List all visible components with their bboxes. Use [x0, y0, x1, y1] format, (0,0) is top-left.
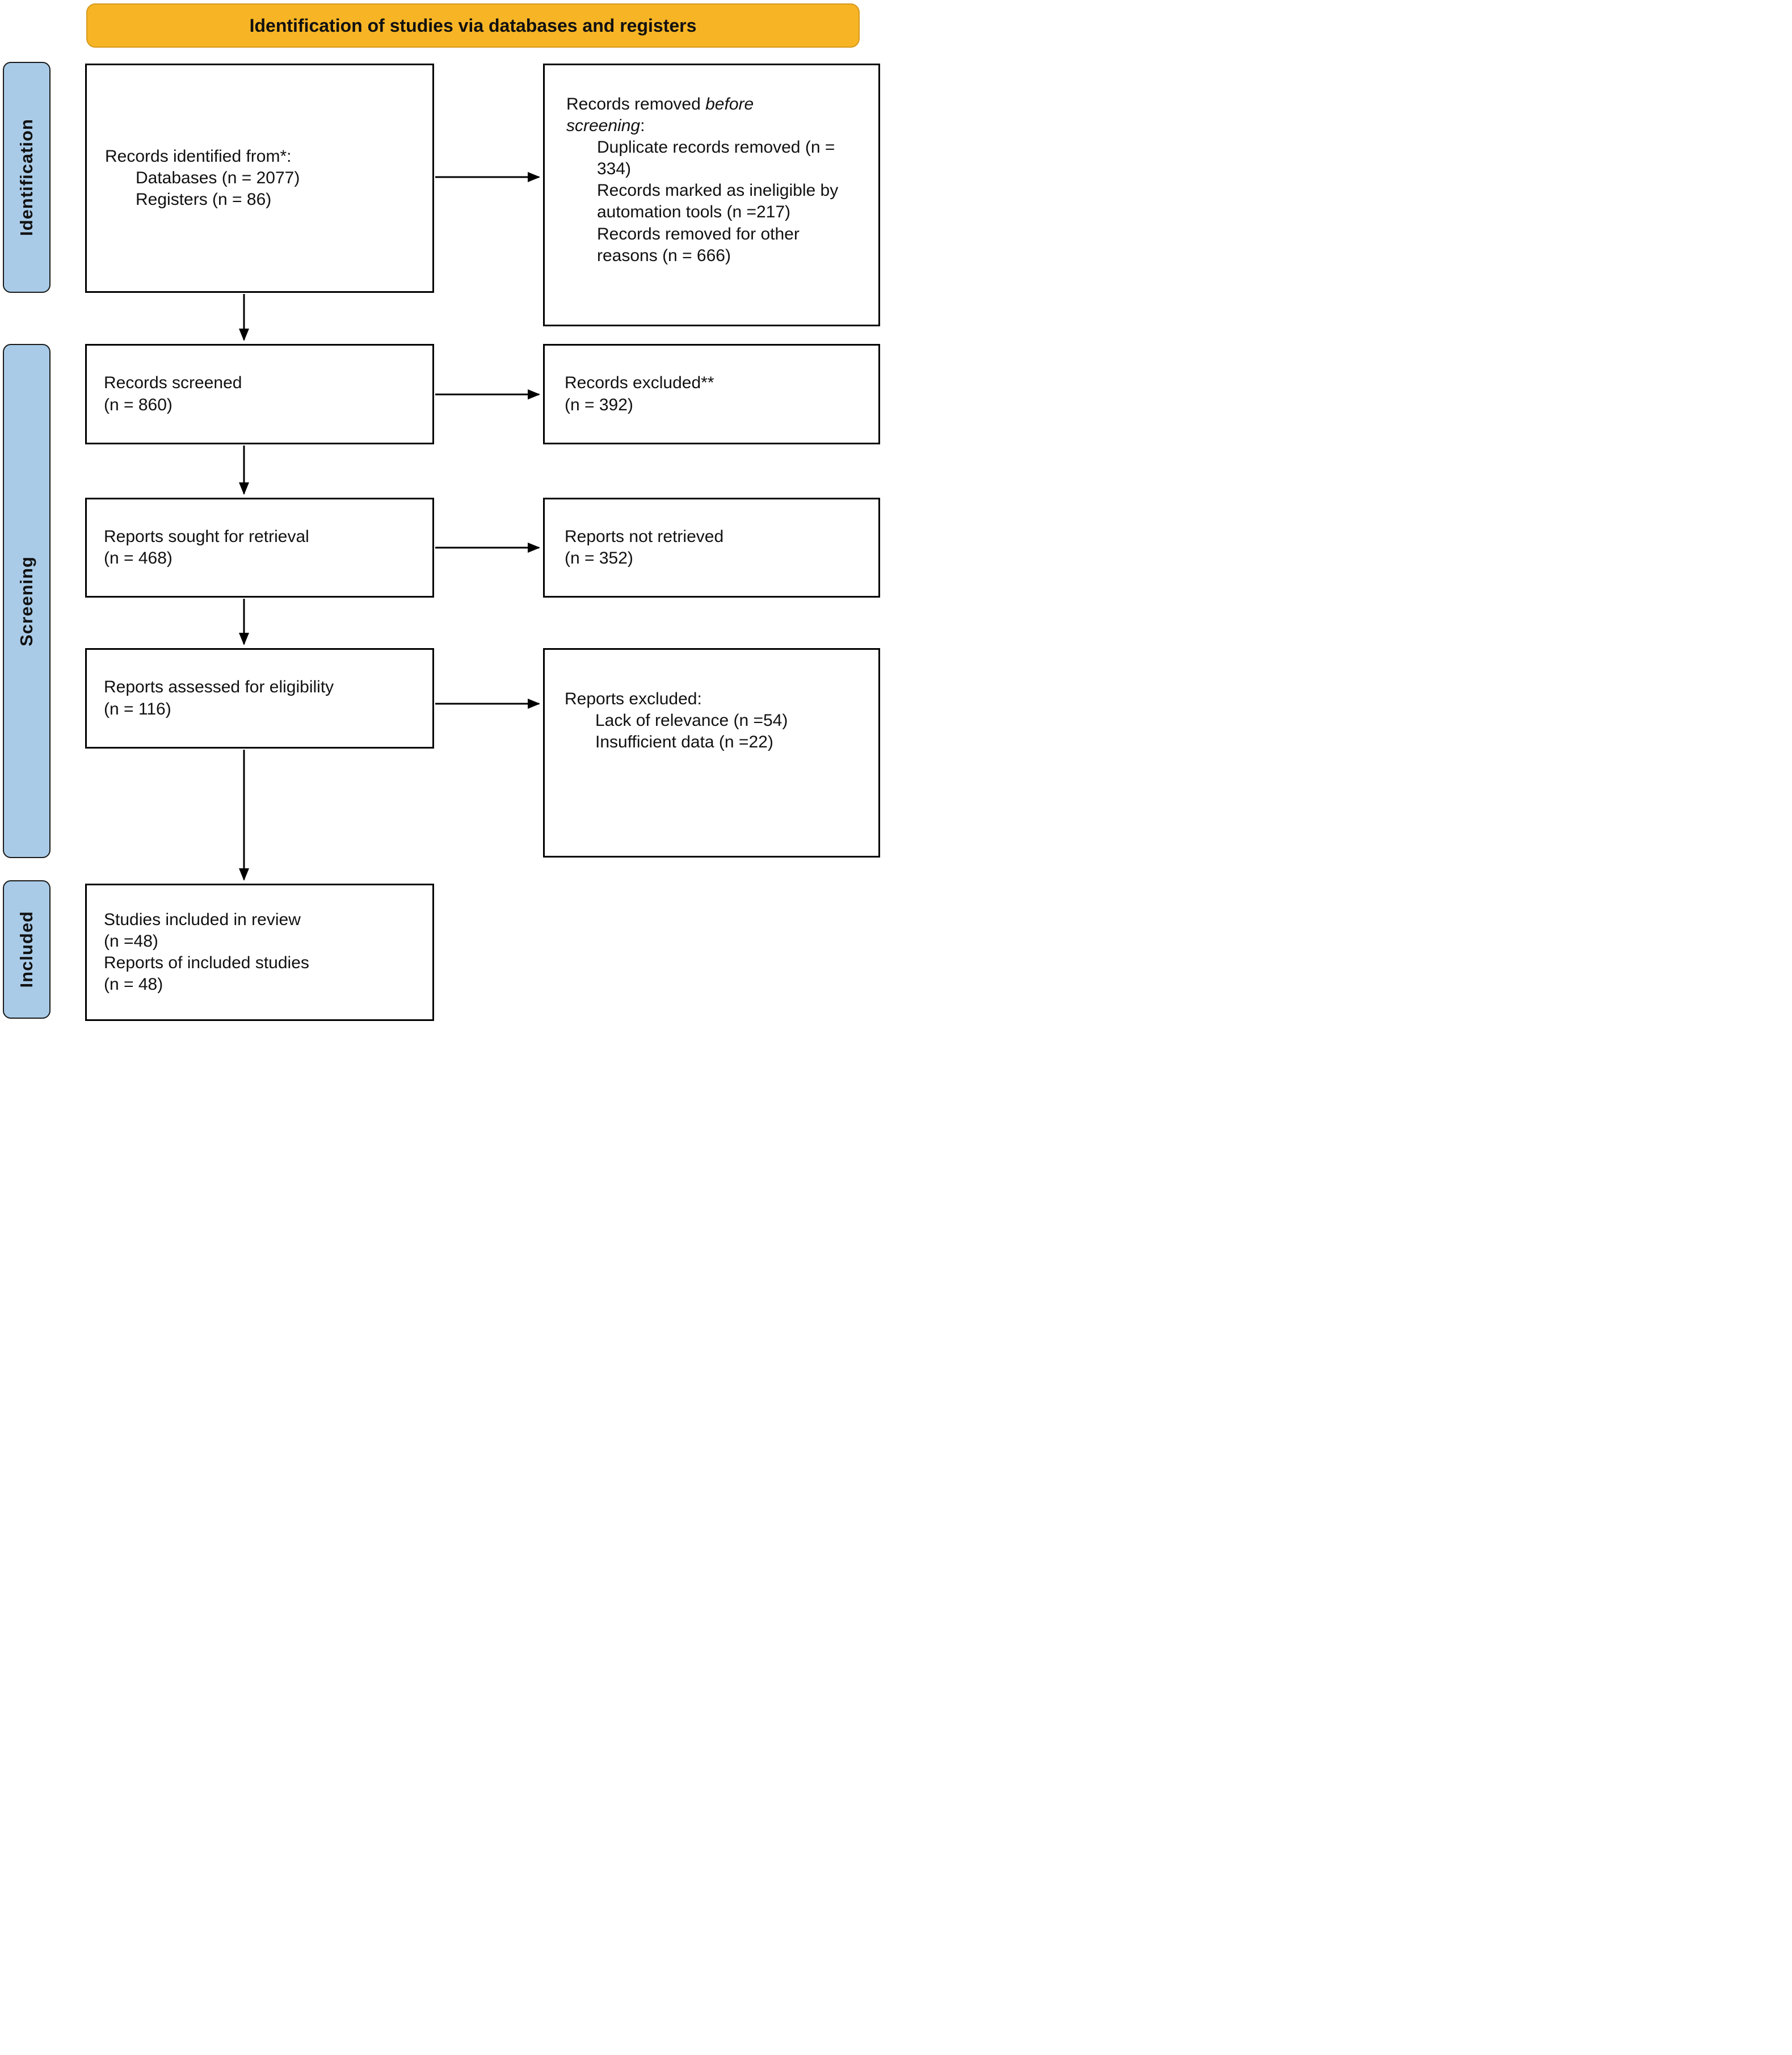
studies-included-box	[85, 884, 434, 1021]
records-removed-box	[543, 64, 880, 326]
records-screened-box	[85, 344, 434, 444]
records-identified-line2: Databases (n = 2077)	[136, 168, 300, 187]
records-removed-intro-normal: Records removed	[566, 95, 706, 114]
reports-assessed-line1: Reports assessed for eligibility	[104, 678, 334, 697]
stage-label-identification	[3, 62, 51, 293]
records-identified-box	[85, 64, 434, 293]
stage-label-included	[3, 880, 51, 1019]
reports-not-retrieved-line2: (n = 352)	[565, 549, 633, 568]
diagram-title-banner	[86, 3, 860, 48]
reports-assessed-line2: (n = 116)	[104, 699, 171, 718]
stage-label-included-text: Included	[16, 911, 36, 988]
reports-not-retrieved-line1: Reports not retrieved	[565, 527, 724, 546]
records-screened-line1: Records screened	[104, 373, 242, 393]
studies-included-line2: (n =48)	[104, 931, 158, 951]
records-removed-item-duplicates: Duplicate records removed (n = 334)	[597, 138, 835, 179]
reports-excluded-item-data: Insufficient data (n =22)	[595, 733, 773, 752]
reports-excluded-box	[543, 648, 880, 858]
studies-included-line4: (n = 48)	[104, 975, 163, 994]
records-excluded-box	[543, 344, 880, 444]
records-excluded-line1: Records excluded**	[565, 373, 714, 393]
records-removed-intro-suffix: :	[640, 116, 645, 136]
reports-excluded-intro: Reports excluded:	[565, 690, 702, 708]
records-removed-intro-italic: before screening	[566, 95, 754, 136]
records-screened-line2: (n = 860)	[104, 395, 173, 414]
reports-excluded-item-relevance: Lack of relevance (n =54)	[595, 711, 788, 730]
records-excluded-line2: (n = 392)	[565, 395, 633, 414]
stage-label-screening-text: Screening	[16, 556, 36, 646]
stage-label-screening	[3, 344, 51, 858]
records-removed-intro	[566, 94, 827, 137]
reports-not-retrieved-box	[543, 498, 880, 598]
reports-sought-box	[85, 498, 434, 598]
diagram-title: Identification of studies via databases and registers	[249, 15, 697, 36]
prisma-flow-diagram	[0, 0, 896, 1027]
reports-assessed-box	[85, 648, 434, 749]
records-removed-item-automation: Records marked as ineligible by automation tools (n =217)	[597, 181, 839, 222]
records-removed-item-other: Records removed for other reasons (n = 666)	[597, 224, 800, 265]
records-identified-line1: Records identified from*:	[105, 146, 292, 166]
records-identified-line3: Registers (n = 86)	[136, 190, 272, 209]
reports-sought-line1: Reports sought for retrieval	[104, 527, 309, 546]
studies-included-line1: Studies included in review	[104, 910, 301, 929]
reports-sought-line2: (n = 468)	[104, 549, 173, 568]
stage-label-identification-text: Identification	[16, 119, 36, 236]
studies-included-line3: Reports of included studies	[104, 953, 309, 972]
